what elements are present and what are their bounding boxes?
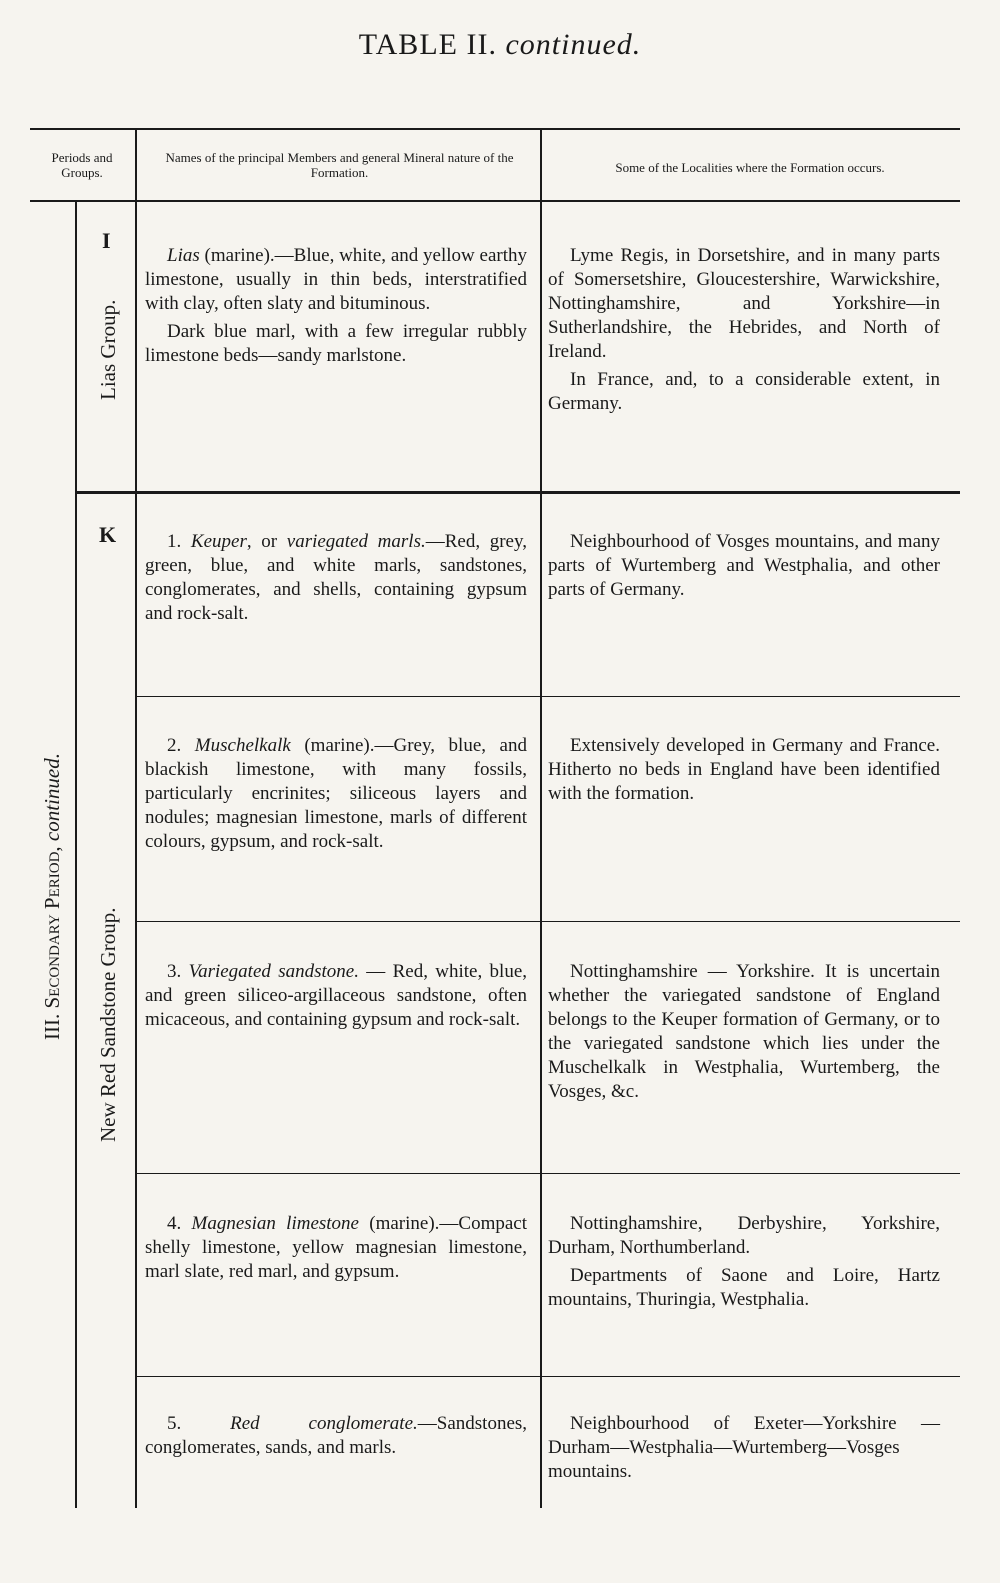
period-continued: continued. — [40, 753, 64, 842]
group-mark-lias: I — [102, 228, 111, 253]
magnesian-localities: Nottinghamshire, Derbyshire, Yorkshire, Durham, Northumberland. Departments of Saone and Loire, Hartz mountains, Thuringia, Westphalia. — [548, 1213, 940, 1310]
magnesian-name: Magnesian limestone — [191, 1213, 359, 1234]
conglomerate-name: Red conglomerate. — [230, 1413, 418, 1434]
header-names: Names of the principal Members and general Mineral nature of the Formation. — [165, 150, 514, 180]
col-line-period — [75, 200, 77, 1508]
variegated-name: Variegated sandstone. — [188, 961, 359, 982]
conglomerate-localities: Neighbourhood of Exeter—Yorkshire — Durham—Westphalia—Wurtemberg—Vosges mountains. — [548, 1413, 940, 1482]
header-localities: Some of the Localities where the Formation occurs. — [615, 160, 885, 175]
top-rule — [30, 128, 960, 130]
title-main: TABLE II. — [358, 28, 497, 61]
period-name: Secondary Period, — [40, 846, 64, 1009]
lias-localities: Lyme Regis, in Dorsetshire, and in many parts of Somersetshire, Gloucestershire, Warwickshire, Nottinghamshire, and Yorkshire—in Sutherlandshire, the Hebrides, and North of Ireland. In France, and, to a considerable extent, in Germany. — [548, 245, 940, 414]
page-title — [0, 28, 1000, 62]
period-label — [40, 753, 65, 1040]
header-periods: Periods and Groups. — [51, 150, 113, 180]
group-divider — [75, 491, 960, 494]
conglomerate-description: 5. Red conglomerate.—Sandstones, conglomerates, sands, and marls. — [145, 1413, 528, 1458]
keuper-description: 1. Keuper, or variegated marls.—Red, grey, green, blue, and white marls, sandstones, conglomerates, and shells, containing gypsum and rock-salt. — [145, 531, 528, 624]
header-rule — [30, 200, 960, 202]
lias-description: Lias (marine).—Blue, white, and yellow earthy limestone, usually in thin beds, interstratified with clay, often slaty and bituminous. Dark blue marl, with a few irregular rubbly limestone beds—sandy marlstone. — [145, 245, 527, 366]
row-divider-1 — [136, 696, 960, 697]
keuper-name: Keuper — [190, 531, 247, 552]
muschelkalk-name: Muschelkalk — [194, 735, 291, 756]
keuper-localities: Neighbourhood of Vosges mountains, and many parts of Wurtemberg and Westphalia, and other parts of Germany. — [548, 531, 940, 600]
muschelkalk-localities: Extensively developed in Germany and France. Hitherto no beds in England have been identified with the formation. — [548, 735, 940, 804]
row-divider-2 — [136, 921, 960, 922]
row-divider-4 — [136, 1376, 960, 1377]
period-numeral: III. — [40, 1013, 64, 1040]
muschelkalk-description: 2. Muschelkalk (marine).—Grey, blue, and blackish limestone, with many fossils, particularly encrinites; siliceous layers and nodules; magnesian limestone, marls of different colours, gypsum, and rock-salt. — [145, 735, 527, 852]
col-line-localities — [540, 128, 542, 1508]
group-label-lias: Lias Group. — [96, 299, 120, 400]
row-divider-3 — [136, 1173, 960, 1174]
magnesian-description: 4. Magnesian limestone (marine).—Compact shelly limestone, yellow magnesian limestone, marl slate, red marl, and gypsum. — [145, 1213, 527, 1282]
col-line-groups — [135, 128, 137, 1508]
variegated-localities: Nottinghamshire — Yorkshire. It is uncertain whether the variegated sandstone of England belongs to the Keuper formation of Germany, or to the variegated sandstone which lies under the Muschelkalk in Westphalia, Wurtemberg, the Vosges, &c. — [548, 961, 940, 1102]
group-mark-new-red: K — [99, 522, 117, 547]
variegated-description: 3. Variegated sandstone. — Red, white, blue, and green siliceo-argillaceous sandstone, often micaceous, and containing gypsum and rock-salt. — [145, 961, 528, 1030]
title-continued: continued. — [505, 28, 642, 61]
group-label-new-red: New Red Sandstone Group. — [96, 907, 120, 1142]
lias-name: Lias — [167, 245, 200, 266]
